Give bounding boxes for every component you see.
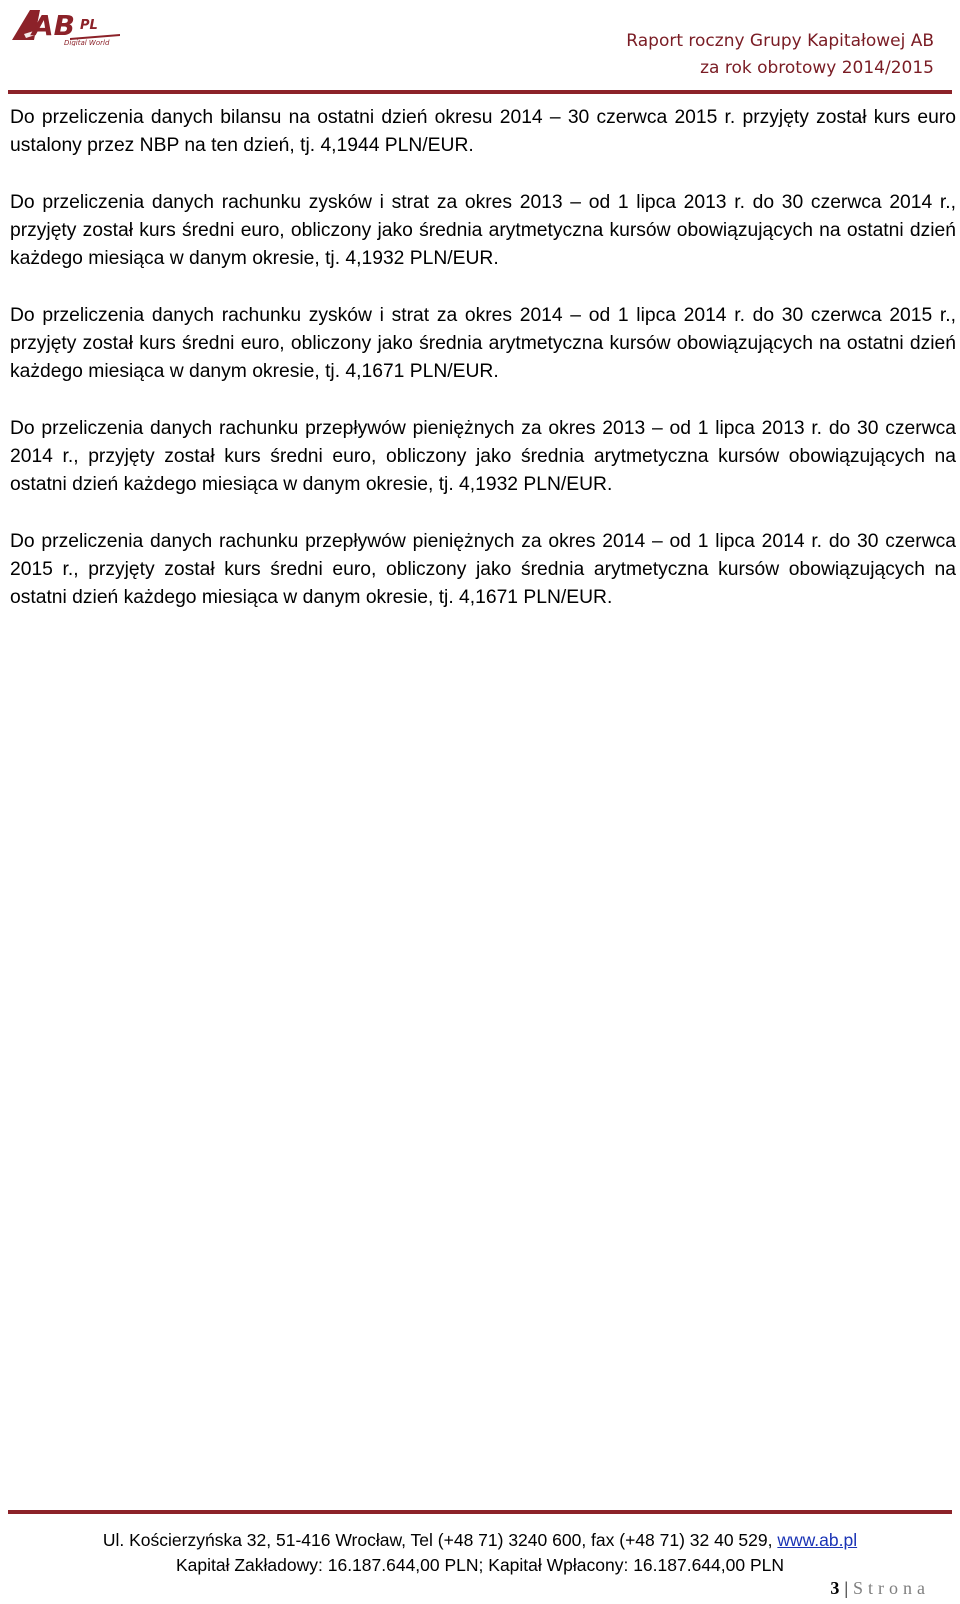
logo-text: AB — [32, 9, 76, 42]
page-number — [830, 1578, 930, 1599]
report-title-line2: za rok obrotowy 2014/2015 — [700, 58, 934, 78]
logo-suffix: PL — [80, 18, 98, 33]
logo-tagline: Digital World — [64, 39, 110, 46]
report-title-line1: Raport roczny Grupy Kapitałowej AB — [626, 31, 934, 51]
page-word: Strona — [853, 1578, 930, 1598]
paragraph-pl-2014-rate: Do przeliczenia danych rachunku zysków i strat za okres 2014 – od 1 lipca 2014 r. do 30 czerwca 2015 r., przyjęty został kurs średni euro, obliczony jako średnia arytmetyczna kursów obowiązujących na ostatni dzień każdego miesiąca w danym okresie, tj. 4,1671 PLN/EUR. — [10, 305, 956, 382]
page-number-value: 3 — [830, 1578, 840, 1598]
report-title — [626, 28, 934, 82]
paragraph-balance-rate: Do przeliczenia danych bilansu na ostatni dzień okresu 2014 – 30 czerwca 2015 r. przyjęty został kurs euro ustalony przez NBP na ten dzień, tj. 4,1944 PLN/EUR. — [10, 107, 956, 156]
document-body — [10, 104, 956, 641]
page-number-separator: | — [844, 1578, 848, 1598]
paragraph-cashflow-2013-rate: Do przeliczenia danych rachunku przepływów pieniężnych za okres 2013 – od 1 lipca 2013 r. do 30 czerwca 2014 r., przyjęty został kurs średni euro, obliczony jako średnia arytmetyczna kursów obowiązujących na ostatni dzień każdego miesiąca w danym okresie, tj. 4,1932 PLN/EUR. — [10, 418, 956, 495]
ab-logo — [10, 4, 122, 46]
paragraph-pl-2013-rate: Do przeliczenia danych rachunku zysków i strat za okres 2013 – od 1 lipca 2013 r. do 30 czerwca 2014 r., przyjęty został kurs średni euro, obliczony jako średnia arytmetyczna kursów obowiązujących na ostatni dzień każdego miesiąca w danym okresie, tj. 4,1932 PLN/EUR. — [10, 192, 956, 269]
website-link[interactable]: www.ab.pl — [777, 1530, 858, 1550]
header-divider — [8, 90, 952, 94]
footer-address-line — [0, 1528, 960, 1553]
footer-capital: Kapitał Zakładowy: 16.187.644,00 PLN; Kapitał Wpłacony: 16.187.644,00 PLN — [175, 1555, 785, 1575]
footer-divider — [8, 1510, 952, 1514]
footer — [0, 1528, 960, 1578]
footer-address: Ul. Kościerzyńska 32, 51-416 Wrocław, Tel (+48 71) 3240 600, fax (+48 71) 32 40 529, — [102, 1530, 778, 1550]
paragraph-cashflow-2014-rate: Do przeliczenia danych rachunku przepływów pieniężnych za okres 2014 – od 1 lipca 2014 r. do 30 czerwca 2015 r., przyjęty został kurs średni euro, obliczony jako średnia arytmetyczna kursów obowiązujących na ostatni dzień każdego miesiąca w danym okresie, tj. 4,1671 PLN/EUR. — [10, 531, 956, 608]
